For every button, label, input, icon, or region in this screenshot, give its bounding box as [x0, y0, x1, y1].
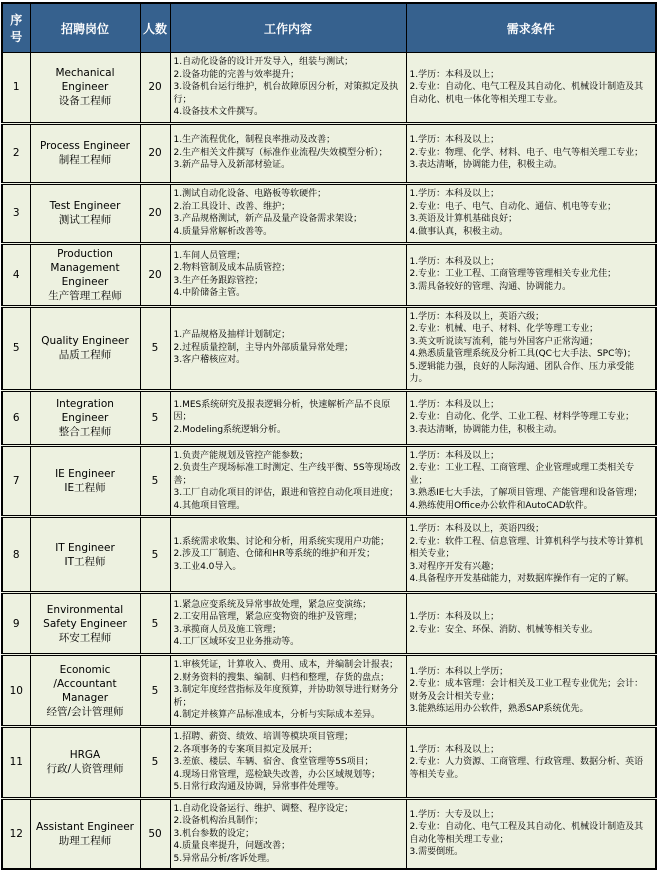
position-name-cn: 环安工程师: [58, 631, 112, 644]
cell-duties: [170, 445, 406, 517]
cell-requirements: [406, 306, 656, 390]
cell-row-number: 2: [2, 123, 30, 183]
column-header-requirements: 需求条件: [406, 3, 656, 53]
cell-position: [30, 183, 140, 243]
cell-requirements: [406, 243, 656, 306]
cell-position: [30, 243, 140, 306]
table-row: [2, 183, 656, 243]
cell-requirements: [406, 593, 656, 655]
cell-duties: [170, 517, 406, 593]
requirement-line: 1.学历：本科及以上；: [409, 135, 500, 146]
table-row: [2, 123, 656, 183]
cell-row-number: 3: [2, 183, 30, 243]
position-name-en: Assistant Engineer: [36, 820, 134, 833]
cell-duties: [170, 243, 406, 306]
requirement-line: 1.学历：本科及以上，英语六级；: [409, 311, 545, 322]
cell-position: [30, 390, 140, 445]
position-name-en: Economic /Accountant Manager: [53, 663, 117, 704]
position-name-cn: 测试工程师: [58, 214, 112, 226]
table-row: [2, 53, 656, 124]
requirement-line: 3.英语及计算机基础良好；: [409, 214, 518, 224]
table-row: [2, 445, 656, 517]
duty-line: 1.生产流程优化，制程良率推动及改善；: [173, 135, 336, 146]
requirement-line: 1.学历：本科及以上；: [409, 69, 500, 80]
position-name-cn: 品质工程师: [58, 349, 112, 361]
table-row: [2, 655, 656, 727]
requirement-line: 2.专业：工业工程、工商管理、企业管理或理工类相关专业；: [409, 463, 635, 486]
cell-headcount: 20: [140, 123, 170, 183]
cell-headcount: 5: [140, 593, 170, 655]
requirement-line: 4.熟练使用Office办公软件和AutoCAD软件。: [409, 500, 593, 511]
position-name-en: IE Engineer: [55, 467, 115, 480]
position-name-cn: 设备工程师: [58, 95, 112, 108]
cell-position: [30, 517, 140, 593]
duty-line: 1.招聘、薪资、绩效、培训等模块项目管理；: [173, 732, 354, 742]
requirement-line: 1.学历：本科及以上；: [409, 450, 500, 461]
duty-line: 4.中阶储备主管。: [173, 288, 246, 298]
duty-line: 5.日常行政沟通及协调，异常事件处理等。: [173, 782, 345, 792]
requirement-line: 1.学历：本科及以上；: [409, 189, 500, 199]
table-row: [2, 593, 656, 655]
requirement-line: 3.需具备较好的管理、沟通、协调能力。: [409, 281, 572, 292]
duty-line: 2.物料管制及成本品质管控；: [173, 263, 291, 273]
duty-line: 1.测试自动化设备、电路板等软硬件；: [173, 189, 327, 199]
duty-line: 3.制定年度经营指标及年度预算，并协助领导进行财务分析；: [173, 685, 399, 708]
duty-line: 3.承揽商人员及施工管理；: [173, 624, 282, 635]
requirement-line: 2.专业：机械、电子、材料、化学等理工专业；: [409, 324, 599, 334]
position-name-cn: IE工程师: [64, 481, 106, 494]
requirement-line: 4.具备程序开发基础能力，对数据库操作有一定的了解。: [409, 574, 635, 585]
cell-duties: [170, 306, 406, 390]
cell-row-number: 5: [2, 306, 30, 390]
duty-line: 2.工安用品管理，紧急应变物资的维护及管理；: [173, 612, 363, 622]
duty-line: 4.其他项目管理。: [173, 500, 246, 511]
duty-line: 1.车间人员管理；: [173, 250, 246, 261]
cell-row-number: 1: [2, 53, 30, 124]
duty-line: 2.各项事务的专案项目拟定及展开；: [173, 744, 318, 755]
duty-line: 4.设备技术文件撰写。: [173, 107, 264, 117]
cell-headcount: 50: [140, 798, 170, 869]
cell-headcount: 5: [140, 655, 170, 727]
duty-line: 1.MES系统研究及报表逻辑分析，快速解析产品不良原因；: [173, 399, 391, 423]
position-name-cn: 生产管理工程师: [48, 289, 122, 302]
requirement-line: 1.学历：大专及以上；: [409, 809, 500, 820]
cell-headcount: 5: [140, 727, 170, 799]
table-row: [2, 243, 656, 306]
requirement-line: 2.专业：自动化、电气工程及其自动化、机械设计制造及其自动化、机电一体化等相关理工专业。: [409, 82, 644, 105]
table-row: [2, 798, 656, 869]
position-name-cn: 经管/会计管理师: [46, 705, 124, 718]
job-table-body: [2, 53, 656, 870]
cell-requirements: [406, 655, 656, 727]
position-name-cn: 助理工程师: [58, 834, 112, 847]
cell-position: [30, 445, 140, 517]
position-name-en: HRGA: [69, 749, 101, 762]
column-header-no: 序号: [2, 3, 30, 53]
duty-line: 4.工厂区域环安卫业务推动等。: [173, 637, 300, 647]
cell-position: [30, 798, 140, 869]
duty-line: 1.审核凭证，计算收入、费用、成本，并编制会计报表；: [173, 660, 399, 671]
duty-line: 2.Modeling系统逻辑分析。: [173, 424, 287, 435]
requirement-line: 3.表达清晰，协调能力佳，积极主动。: [409, 160, 563, 171]
cell-duties: [170, 593, 406, 655]
column-header-duties: 工作内容: [170, 3, 406, 53]
duty-line: 3.客户稽核应对。: [173, 355, 246, 366]
table-row: [2, 390, 656, 445]
requirement-line: 2.专业：工业工程、工商管理等管理相关专业尤佳；: [409, 269, 617, 280]
cell-requirements: [406, 798, 656, 869]
cell-duties: [170, 123, 406, 183]
requirement-line: 2.专业：软件工程、信息管理、计算机科学与技术等计算机相关专业；: [409, 536, 644, 560]
requirement-line: 1.学历：本科以上学历；: [409, 666, 509, 677]
position-name-en: Environmental Safety Engineer: [43, 603, 127, 630]
cell-requirements: [406, 727, 656, 799]
position-name-cn: 整合工程师: [58, 425, 112, 438]
requirement-line: 5.逻辑能力强，良好的人际沟通、团队合作、压力承受能力。: [409, 361, 635, 384]
position-name-en: IT Engineer: [55, 541, 115, 554]
cell-requirements: [406, 123, 656, 183]
requirement-line: 2.专业：自动化、化学、工业工程、材料学等理工专业；: [409, 412, 635, 423]
requirement-line: 3.对程序开发有兴趣；: [409, 561, 500, 572]
position-name-en: Quality Engineer: [41, 335, 129, 347]
requirement-line: 2.专业：人力资源、工商管理、行政管理、数据分析、英语等相关专业。: [409, 757, 644, 780]
duty-line: 1.自动化设备运行、维护、调整、程序设定；: [173, 803, 354, 814]
table-row: [2, 517, 656, 593]
requirement-line: 1.学历：本科及以上；: [409, 744, 500, 755]
requirement-line: 2.专业：自动化、电气工程及其自动化、机械设计制造及其自动化等相关理工专业；: [409, 822, 644, 845]
cell-requirements: [406, 183, 656, 243]
position-name-en: Integration Engineer: [56, 397, 114, 424]
requirement-line: 3.表达清晰，协调能力佳，积极主动。: [409, 424, 563, 435]
requirement-line: 2.专业：物理、化学、材料、电子、电气等相关理工专业；: [409, 147, 644, 158]
cell-headcount: 20: [140, 183, 170, 243]
column-header-headcount: 人数: [140, 3, 170, 53]
duty-line: 2.过程质量控制，主导内外部质量异常处理；: [173, 342, 354, 353]
requirement-line: 3.熟悉IE七大手法，了解项目管理、产能管理和设备管理；: [409, 488, 643, 498]
position-name-cn: 制程工程师: [58, 154, 112, 166]
cell-headcount: 5: [140, 390, 170, 445]
cell-duties: [170, 390, 406, 445]
cell-duties: [170, 53, 406, 124]
duty-line: 1.负责产能规划及管控产能参数；: [173, 450, 309, 461]
cell-row-number: 7: [2, 445, 30, 517]
duty-line: 2.涉及工厂制造、仓储和HR等系统的维护和开发；: [173, 549, 376, 560]
cell-headcount: 5: [140, 445, 170, 517]
duty-line: 5.异常品分析/客诉处理。: [173, 853, 276, 864]
cell-row-number: 10: [2, 655, 30, 727]
requirement-line: 2.专业：安全、环保、消防、机械等相关专业。: [409, 624, 599, 635]
cell-position: [30, 655, 140, 727]
duty-line: 3.工厂自动化项目的评估，跟进和管控自动化项目进度；: [173, 488, 399, 498]
cell-duties: [170, 798, 406, 869]
position-name-cn: 行政/人资管理师: [46, 763, 124, 776]
requirement-line: 3.能熟练运用办公软件，熟悉SAP系统优先。: [409, 704, 589, 714]
duty-line: 1.自动化设备的设计开发导入，组装与测试；: [173, 57, 354, 67]
duty-line: 3.设备机台运行维护，机台故障原因分析，对策拟定及执行；: [173, 82, 399, 105]
cell-position: [30, 593, 140, 655]
duty-line: 4.制定并核算产品标准成本，分析与实际成本差异。: [173, 710, 381, 721]
requirement-line: 1.学历：本科及以上；: [409, 612, 500, 622]
duty-line: 4.质量良率提升，问题改善；: [173, 841, 291, 851]
requirement-line: 4.熟悉质量管理系统及分析工具(QC七大手法、SPC等)；: [409, 349, 636, 359]
cell-requirements: [406, 390, 656, 445]
position-name-en: Production Management Engineer: [50, 247, 120, 288]
duty-line: 4.质量异常解析改善等。: [173, 226, 273, 237]
table-row: [2, 306, 656, 390]
cell-duties: [170, 727, 406, 799]
duty-line: 2.设备机构治具制作；: [173, 816, 264, 826]
column-header-position: 招聘岗位: [30, 3, 140, 53]
recruitment-table: [1, 2, 657, 870]
duty-line: 3.机台参数的设定；: [173, 828, 255, 839]
cell-position: [30, 727, 140, 799]
cell-row-number: 9: [2, 593, 30, 655]
cell-row-number: 12: [2, 798, 30, 869]
duty-line: 2.治工具设计、改善、维护；: [173, 201, 291, 212]
table-header: [2, 3, 656, 53]
cell-headcount: 5: [140, 517, 170, 593]
cell-headcount: 20: [140, 53, 170, 124]
duty-line: 2.负责生产现场标准工时测定、生产线平衡、5S等现场改善；: [173, 463, 401, 486]
requirement-line: 2.专业：电子、电气、自动化、通信、机电等专业；: [409, 201, 617, 212]
requirement-line: 3.英文听说读写流利，能与外国客户正常沟通；: [409, 336, 599, 347]
requirement-line: 1.学历：本科及以上；: [409, 256, 500, 267]
duty-line: 3.差旅、楼层、车辆、宿舍、食堂管理等5S项目；: [173, 757, 374, 767]
requirement-line: 2.专业：成本管理：会计相关及工业工程专业优先；会计：财务及会计相关专业；: [409, 679, 644, 702]
duty-line: 2.设备功能的完善与效率提升；: [173, 69, 300, 80]
cell-row-number: 11: [2, 727, 30, 799]
cell-position: [30, 123, 140, 183]
duty-line: 3.工业4.0导入。: [173, 561, 242, 572]
requirement-line: 1.学历：本科及以上；: [409, 399, 500, 410]
requirement-line: 1.学历：本科及以上，英语四级；: [409, 524, 545, 535]
cell-row-number: 4: [2, 243, 30, 306]
cell-duties: [170, 655, 406, 727]
duty-line: 1.产品规格及抽样计划制定；: [173, 330, 291, 341]
duty-line: 3.产品规格测试，新产品及量产设备需求架设；: [173, 214, 363, 224]
cell-row-number: 8: [2, 517, 30, 593]
duty-line: 2.财务资料的搜集、编制、归档和整理，存货的盘点；: [173, 672, 390, 683]
duty-line: 1.系统需求收集、讨论和分析，用系统实现用户功能；: [173, 536, 390, 547]
cell-headcount: 5: [140, 306, 170, 390]
duty-line: 3.生产任务跟踪管控；: [173, 275, 264, 286]
cell-position: [30, 306, 140, 390]
cell-row-number: 6: [2, 390, 30, 445]
cell-position: [30, 53, 140, 124]
position-name-en: Process Engineer: [40, 140, 130, 152]
cell-duties: [170, 183, 406, 243]
position-name-cn: IT工程师: [64, 555, 106, 568]
cell-requirements: [406, 517, 656, 593]
cell-requirements: [406, 445, 656, 517]
requirement-line: 3.需要倒班。: [409, 847, 464, 858]
table-row: [2, 727, 656, 799]
requirement-line: 4.做事认真，积极主动。: [409, 226, 509, 237]
position-name-en: Test Engineer: [49, 200, 121, 212]
position-name-en: Mechanical Engineer: [55, 67, 115, 94]
duty-line: 3.新产品导入及新部材验证。: [173, 160, 291, 171]
duty-line: 2.生产相关文件撰写（标准作业流程/失效模型分析）；: [173, 147, 388, 158]
duty-line: 4.现场日常管理，巡检缺失改善，办公区域规划等；: [173, 769, 381, 780]
duty-line: 1.紧急应变系统及异常事故处理，紧急应变演练；: [173, 599, 372, 610]
cell-requirements: [406, 53, 656, 124]
cell-headcount: 20: [140, 243, 170, 306]
